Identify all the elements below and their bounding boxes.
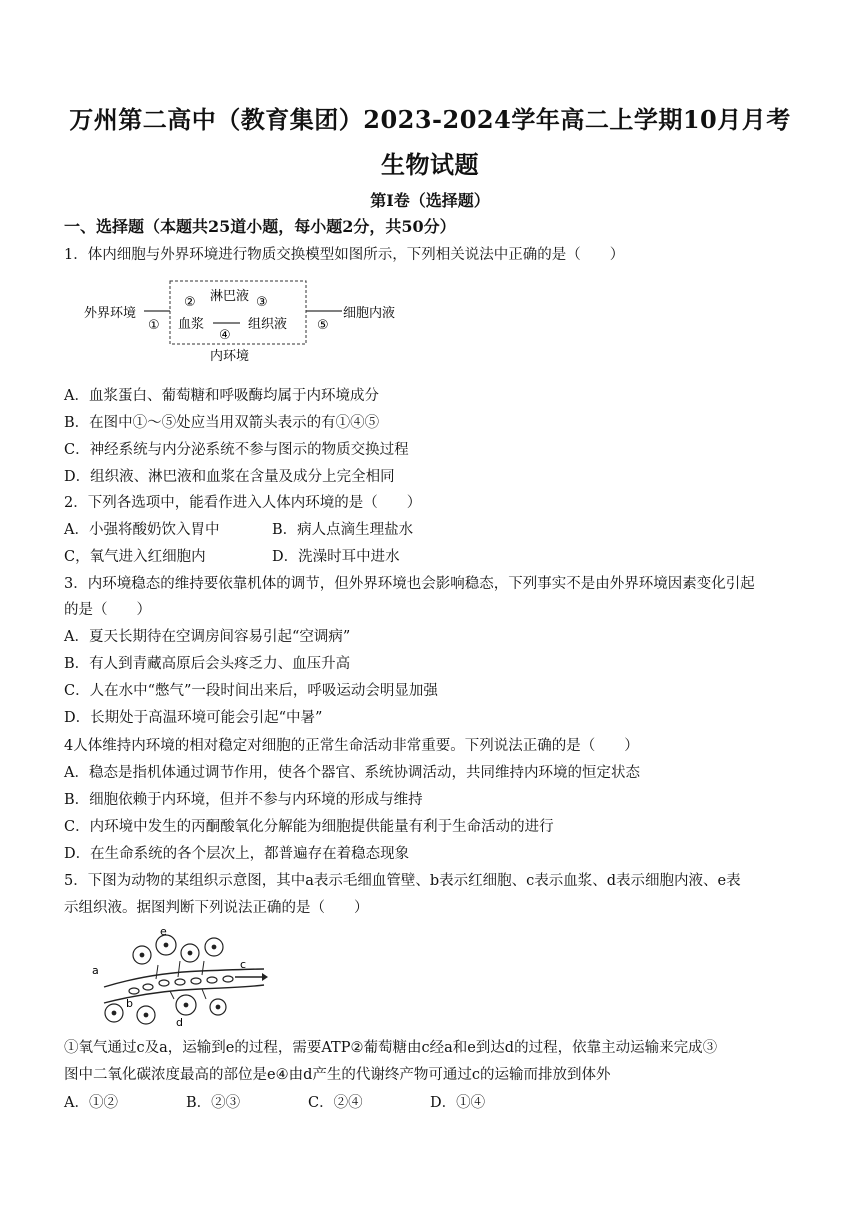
q5-statements-line1: ①氧气通过c及a，运输到e的过程，需要ATP②葡萄糖由c经a和e到达d的过程，依靠主动运输来完成③	[64, 1040, 718, 1056]
label-d: d	[176, 1016, 183, 1029]
q2-option-d: D．洗澡时耳中进水	[272, 549, 400, 565]
q1-figure	[80, 278, 410, 368]
tissue-cells	[105, 935, 226, 1024]
intracellular-label: 细胞内液	[343, 306, 396, 321]
q4-option-a: A．稳态是指机体通过调节作用，使各个器官、系统协调活动，共同维持内环境的恒定状态	[64, 765, 640, 781]
internal-env-label: 内环境	[210, 349, 250, 364]
q3-stem-line2: 的是（ ）	[64, 602, 151, 618]
q3-option-b: B．有人到青藏高原后会头疼乏力、血压升高	[64, 656, 351, 672]
part-title: 第Ⅰ卷（选择题）	[370, 191, 490, 210]
q2-options-row2	[64, 545, 400, 566]
label-c: c	[240, 958, 247, 971]
q5-figure	[90, 925, 270, 1030]
q1-option-d: D．组织液、淋巴液和血浆在含量及成分上完全相同	[64, 469, 395, 485]
q5-statements-line2: 图中二氧化碳浓度最高的部位是e④由d产生的代谢终产物可通过c的运输而排放到体外	[64, 1067, 611, 1083]
num-1: ①	[148, 318, 160, 333]
lymph-label: 淋巴液	[210, 289, 250, 304]
flow-arrowhead	[262, 973, 268, 981]
q2-option-c: C，氧气进入红细胞内	[64, 549, 206, 565]
q1-option-b: B．在图中①～⑤处应当用双箭头表示的有①④⑤	[64, 415, 380, 431]
plasma-label: 血浆	[178, 317, 205, 332]
label-b: b	[126, 997, 133, 1010]
num-2: ②	[184, 295, 196, 310]
exam-subject-title: 生物试题	[381, 150, 479, 179]
label-a: a	[92, 964, 99, 977]
q1-diagram	[80, 278, 410, 368]
q1-option-c: C．神经系统与内分泌系统不参与图示的物质交换过程	[64, 442, 409, 458]
num-4: ④	[219, 328, 231, 343]
tissue-diagram	[90, 925, 270, 1030]
q5-option-b: B．②③	[186, 1095, 241, 1111]
q4-option-d: D．在生命系统的各个层次上，都普遍存在着稳态现象	[64, 846, 410, 862]
q3-option-c: C．人在水中“憋气”一段时间出来后，呼吸运动会明显加强	[64, 683, 438, 699]
section-heading: 一、选择题（本题共25道小题，每小题2分，共50分）	[64, 217, 456, 236]
q4-option-c: C．内环境中发生的丙酮酸氧化分解能为细胞提供能量有利于生命活动的进行	[64, 819, 554, 835]
q3-option-d: D．长期处于高温环境可能会引起“中暑”	[64, 710, 323, 726]
q2-option-b: B．病人点滴生理盐水	[272, 522, 414, 538]
q5-option-d: D．①④	[430, 1095, 486, 1111]
tissue-fluid-label: 组织液	[248, 317, 288, 332]
q5-option-c: C．②④	[308, 1095, 363, 1111]
outer-env-label: 外界环境	[84, 306, 137, 321]
q1-option-a: A．血浆蛋白、葡萄糖和呼吸酶均属于内环境成分	[64, 388, 379, 404]
q4-option-b: B．细胞依赖于内环境，但并不参与内环境的形成与维持	[64, 792, 423, 808]
red-blood-cells	[129, 976, 233, 994]
q5-stem-line1: 5．下图为动物的某组织示意图，其中a表示毛细血管壁、b表示红细胞、c表示血浆、d表示细胞内液、e表	[64, 873, 741, 889]
label-e: e	[160, 925, 167, 938]
num-5: ⑤	[317, 318, 329, 333]
q5-stem-line2: 示组织液。据图判断下列说法正确的是（ ）	[64, 900, 369, 916]
q5-option-a: A．①②	[64, 1095, 118, 1111]
exam-title: 万州第二高中（教育集团）2023-2024学年高二上学期10月月考	[69, 105, 791, 134]
q3-option-a: A．夏天长期待在空调房间容易引起“空调病”	[64, 629, 351, 645]
num-3: ③	[256, 295, 268, 310]
q2-option-a: A．小强将酸奶饮入胃中	[64, 522, 220, 538]
q2-stem: 2．下列各选项中，能看作进入人体内环境的是（ ）	[64, 495, 422, 511]
q5-options	[64, 1091, 485, 1112]
q1-stem: 1．体内细胞与外界环境进行物质交换模型如图所示，下列相关说法中正确的是（ ）	[64, 247, 625, 263]
q2-options-row1	[64, 518, 413, 539]
q4-stem: 4人体维持内环境的相对稳定对细胞的正常生命活动非常重要。下列说法正确的是（ ）	[64, 738, 639, 754]
q3-stem-line1: 3．内环境稳态的维持要依靠机体的调节，但外界环境也会影响稳态，下列事实不是由外界环境因素变化引起	[64, 576, 755, 592]
